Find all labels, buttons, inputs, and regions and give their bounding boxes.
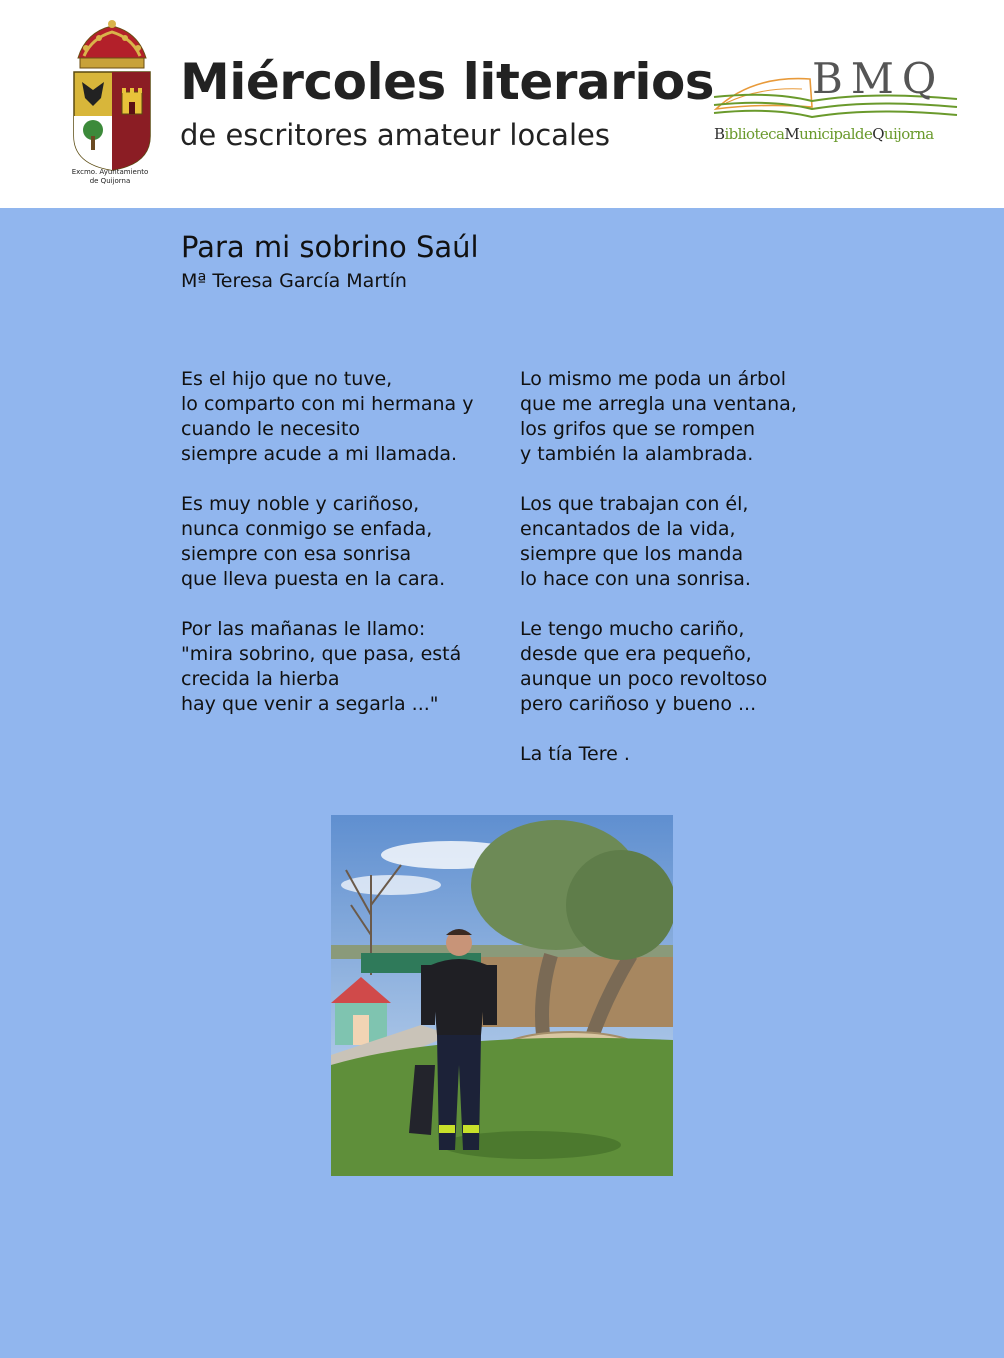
logo-letters: BMQ — [812, 54, 945, 103]
poem-signature: La tía Tere . — [520, 743, 630, 765]
poem-line: Es el hijo que no tuve, — [181, 368, 393, 390]
poem-line: lo hace con una sonrisa. — [520, 568, 751, 590]
logo-name-part: M — [784, 125, 800, 143]
poem-line: desde que era pequeño, — [520, 643, 752, 665]
stanza — [181, 492, 511, 592]
poem-line: "mira sobrino, que pasa, está — [181, 643, 462, 665]
poem-line: aunque un poco revoltoso — [520, 668, 768, 690]
poem-line: siempre acude a mi llamada. — [181, 443, 458, 465]
logo-library-name — [714, 124, 964, 144]
stanza — [520, 492, 850, 592]
coat-caption — [60, 168, 160, 186]
poem-line: cuando le necesito — [181, 418, 361, 440]
poem-line: Los que trabajan con él, — [520, 493, 749, 515]
poem-line: Lo mismo me poda un árbol — [520, 368, 786, 390]
poem-line: siempre que los manda — [520, 543, 744, 565]
poem-left-column — [181, 367, 511, 742]
poem-line: siempre con esa sonrisa — [181, 543, 412, 565]
logo-name-part: Q — [872, 125, 884, 143]
poem-line: los grifos que se rompen — [520, 418, 756, 440]
stanza — [520, 617, 850, 717]
page-subtitle: de escritores amateur locales — [180, 118, 610, 152]
poem-line: nunca conmigo se enfada, — [181, 518, 433, 540]
page-title: Miércoles literarios — [180, 53, 715, 111]
poem-line: Le tengo mucho cariño, — [520, 618, 745, 640]
poem-line: Por las mañanas le llamo: — [181, 618, 426, 640]
poem-line: lo comparto con mi hermana y — [181, 393, 474, 415]
coat-caption-line1: Excmo. Ayuntamiento — [71, 168, 149, 176]
poem-line: que me arregla una ventana, — [520, 393, 797, 415]
coat-of-arms-icon — [66, 18, 158, 190]
stanza — [181, 367, 511, 467]
poem-author: Mª Teresa García Martín — [181, 270, 407, 292]
poem-line: pero cariñoso y bueno ... — [520, 693, 757, 715]
logo-name-part: uijorna — [883, 125, 934, 143]
logo-name-part: B — [714, 125, 725, 143]
garden-photo — [331, 815, 673, 1176]
stanza — [520, 367, 850, 467]
logo-name-part: unicipalde — [799, 125, 873, 143]
coat-caption-line2: de Quijorna — [89, 177, 131, 185]
stanza — [181, 617, 511, 717]
poem-right-column — [520, 367, 850, 767]
logo-name-part: iblioteca — [724, 125, 785, 143]
poem-line: Es muy noble y cariñoso, — [181, 493, 420, 515]
poem-line: hay que venir a segarla ..." — [181, 693, 439, 715]
poem-line: encantados de la vida, — [520, 518, 736, 540]
poem-title: Para mi sobrino Saúl — [181, 230, 479, 264]
poem-line: y también la alambrada. — [520, 443, 754, 465]
page-header — [0, 0, 1004, 208]
poem-line: que lleva puesta en la cara. — [181, 568, 446, 590]
poem-line: crecida la hierba — [181, 668, 340, 690]
